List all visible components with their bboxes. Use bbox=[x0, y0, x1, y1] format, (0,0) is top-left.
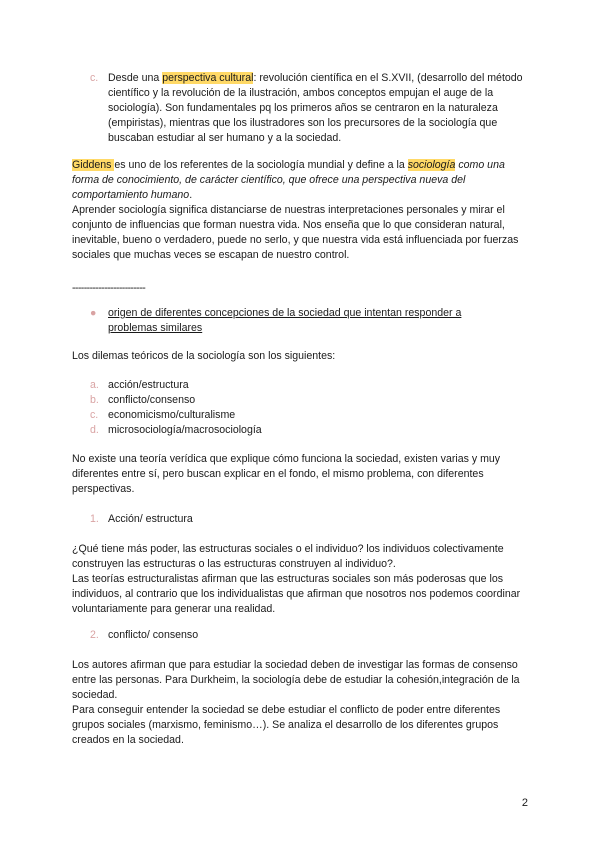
paragraph-autores: Los autores afirman que para estudiar la sociedad deben de investigar las formas de consenso entre las personas. Para Durkheim, la sociología debe de estudiar la cohesión,integración de la sociedad. bbox=[72, 659, 520, 701]
section-number: 1. bbox=[90, 513, 99, 525]
list-marker: d. bbox=[90, 424, 99, 436]
section1-body bbox=[72, 542, 532, 617]
bullet-dot-icon: ● bbox=[90, 307, 97, 319]
section-heading-1 bbox=[90, 512, 193, 527]
section-title: Acción/ estructura bbox=[108, 513, 193, 525]
list-marker: b. bbox=[90, 394, 99, 406]
list-item-label: microsociología/macrosociología bbox=[108, 424, 262, 436]
bullet-item bbox=[90, 306, 510, 336]
highlighted-name: Giddens bbox=[72, 159, 115, 171]
page-number: 2 bbox=[521, 797, 528, 809]
dilemas-intro: Los dilemas teóricos de la sociología son los siguientes: bbox=[72, 350, 336, 362]
list-item-c bbox=[90, 71, 532, 146]
paragraph-conseguir: Para conseguir entender la sociedad se debe estudiar el conflicto de poder entre diferentes grupos sociales (marxismo, feminismo…). Se analiza el desarrollo de los diferentes grupos creados en la sociedad. bbox=[72, 704, 501, 746]
paragraph-no-existe: No existe una teoría verídica que explique cómo funciona la sociedad, existen varias y muy diferentes entre sí, pero buscan explicar en el fondo, el mismo problema, con diferentes perspectivas. bbox=[72, 453, 501, 495]
paragraph-aprender: Aprender sociología significa distanciarse de nuestras interpretaciones personales y mirar el conjunto de influencias que forman nuestra vida. Nos enseña que lo que consideran natural, inevitable, bueno o verdadero, puede no serlo, y que nuestra vida está influenciada por fuerzas sociales que muchas veces se escapan de nuestro control. bbox=[72, 204, 519, 261]
list-item-label: economicismo/culturalisme bbox=[108, 409, 236, 421]
section-heading-2 bbox=[90, 628, 198, 643]
paragraph-teorias: Las teorías estructuralistas afirman que las estructuras sociales son más poderosas que los individuos, al contrario que los individualistas que afirman que nosotros nos podemos coordinar voluntariamente para generar una realidad. bbox=[72, 573, 521, 615]
highlighted-phrase: perspectiva cultural bbox=[162, 72, 254, 84]
section-number: 2. bbox=[90, 629, 99, 641]
list-item-text: Desde una perspectiva cultural: revolución científica en el S.XVII, (desarrollo del método científico y la revolución de la ilustración, ambos conceptos empujan el auge de la sociología). Son fundamentales pq los primeros años se centraron en la naturaleza (empiristas), mientras que los ilustradores son los precursores de la sociología que buscaban estudiar al ser humano y a la sociedad. bbox=[108, 72, 523, 144]
paragraph-que-tiene: ¿Qué tiene más poder, las estructuras sociales o el individuo? los individuos colectivamente construyen las estructuras o las estructuras construyen al individuo?. bbox=[72, 543, 504, 570]
list-marker: a. bbox=[90, 379, 99, 391]
section-title: conflicto/ consenso bbox=[108, 629, 199, 641]
giddens-paragraph: Giddens es uno de los referentes de la sociología mundial y define a la sociología como una forma de conocimiento, de carácter científico, que ofrece una perspectiva nueva del comportamiento humano. Aprender sociología significa distanciarse de nuestras interpretaciones personales y mirar el conjunto de influencias que forman nuestra vida. Nos enseña que lo que consideran natural, inevitable, bueno o verdadero, puede no serlo, y que nuestra vida está influenciada por fuerzas sociales que muchas veces se escapan de nuestro control. bbox=[72, 158, 532, 263]
list-marker: c. bbox=[90, 72, 99, 84]
highlighted-term: sociología bbox=[407, 159, 456, 171]
section2-body bbox=[72, 658, 532, 748]
list-marker: c. bbox=[90, 409, 99, 421]
list-item-label: conflicto/consenso bbox=[108, 394, 196, 406]
separator-dashes: ------------------------- bbox=[72, 282, 146, 294]
list-item-label: acción/estructura bbox=[108, 379, 189, 391]
definition-text: como una forma de conocimiento, de carácter científico, que ofrece una perspectiva nueva del comportamiento humano bbox=[72, 159, 505, 201]
bullet-text: origen de diferentes concepciones de la sociedad que intentan responder a problemas similares bbox=[108, 307, 462, 334]
